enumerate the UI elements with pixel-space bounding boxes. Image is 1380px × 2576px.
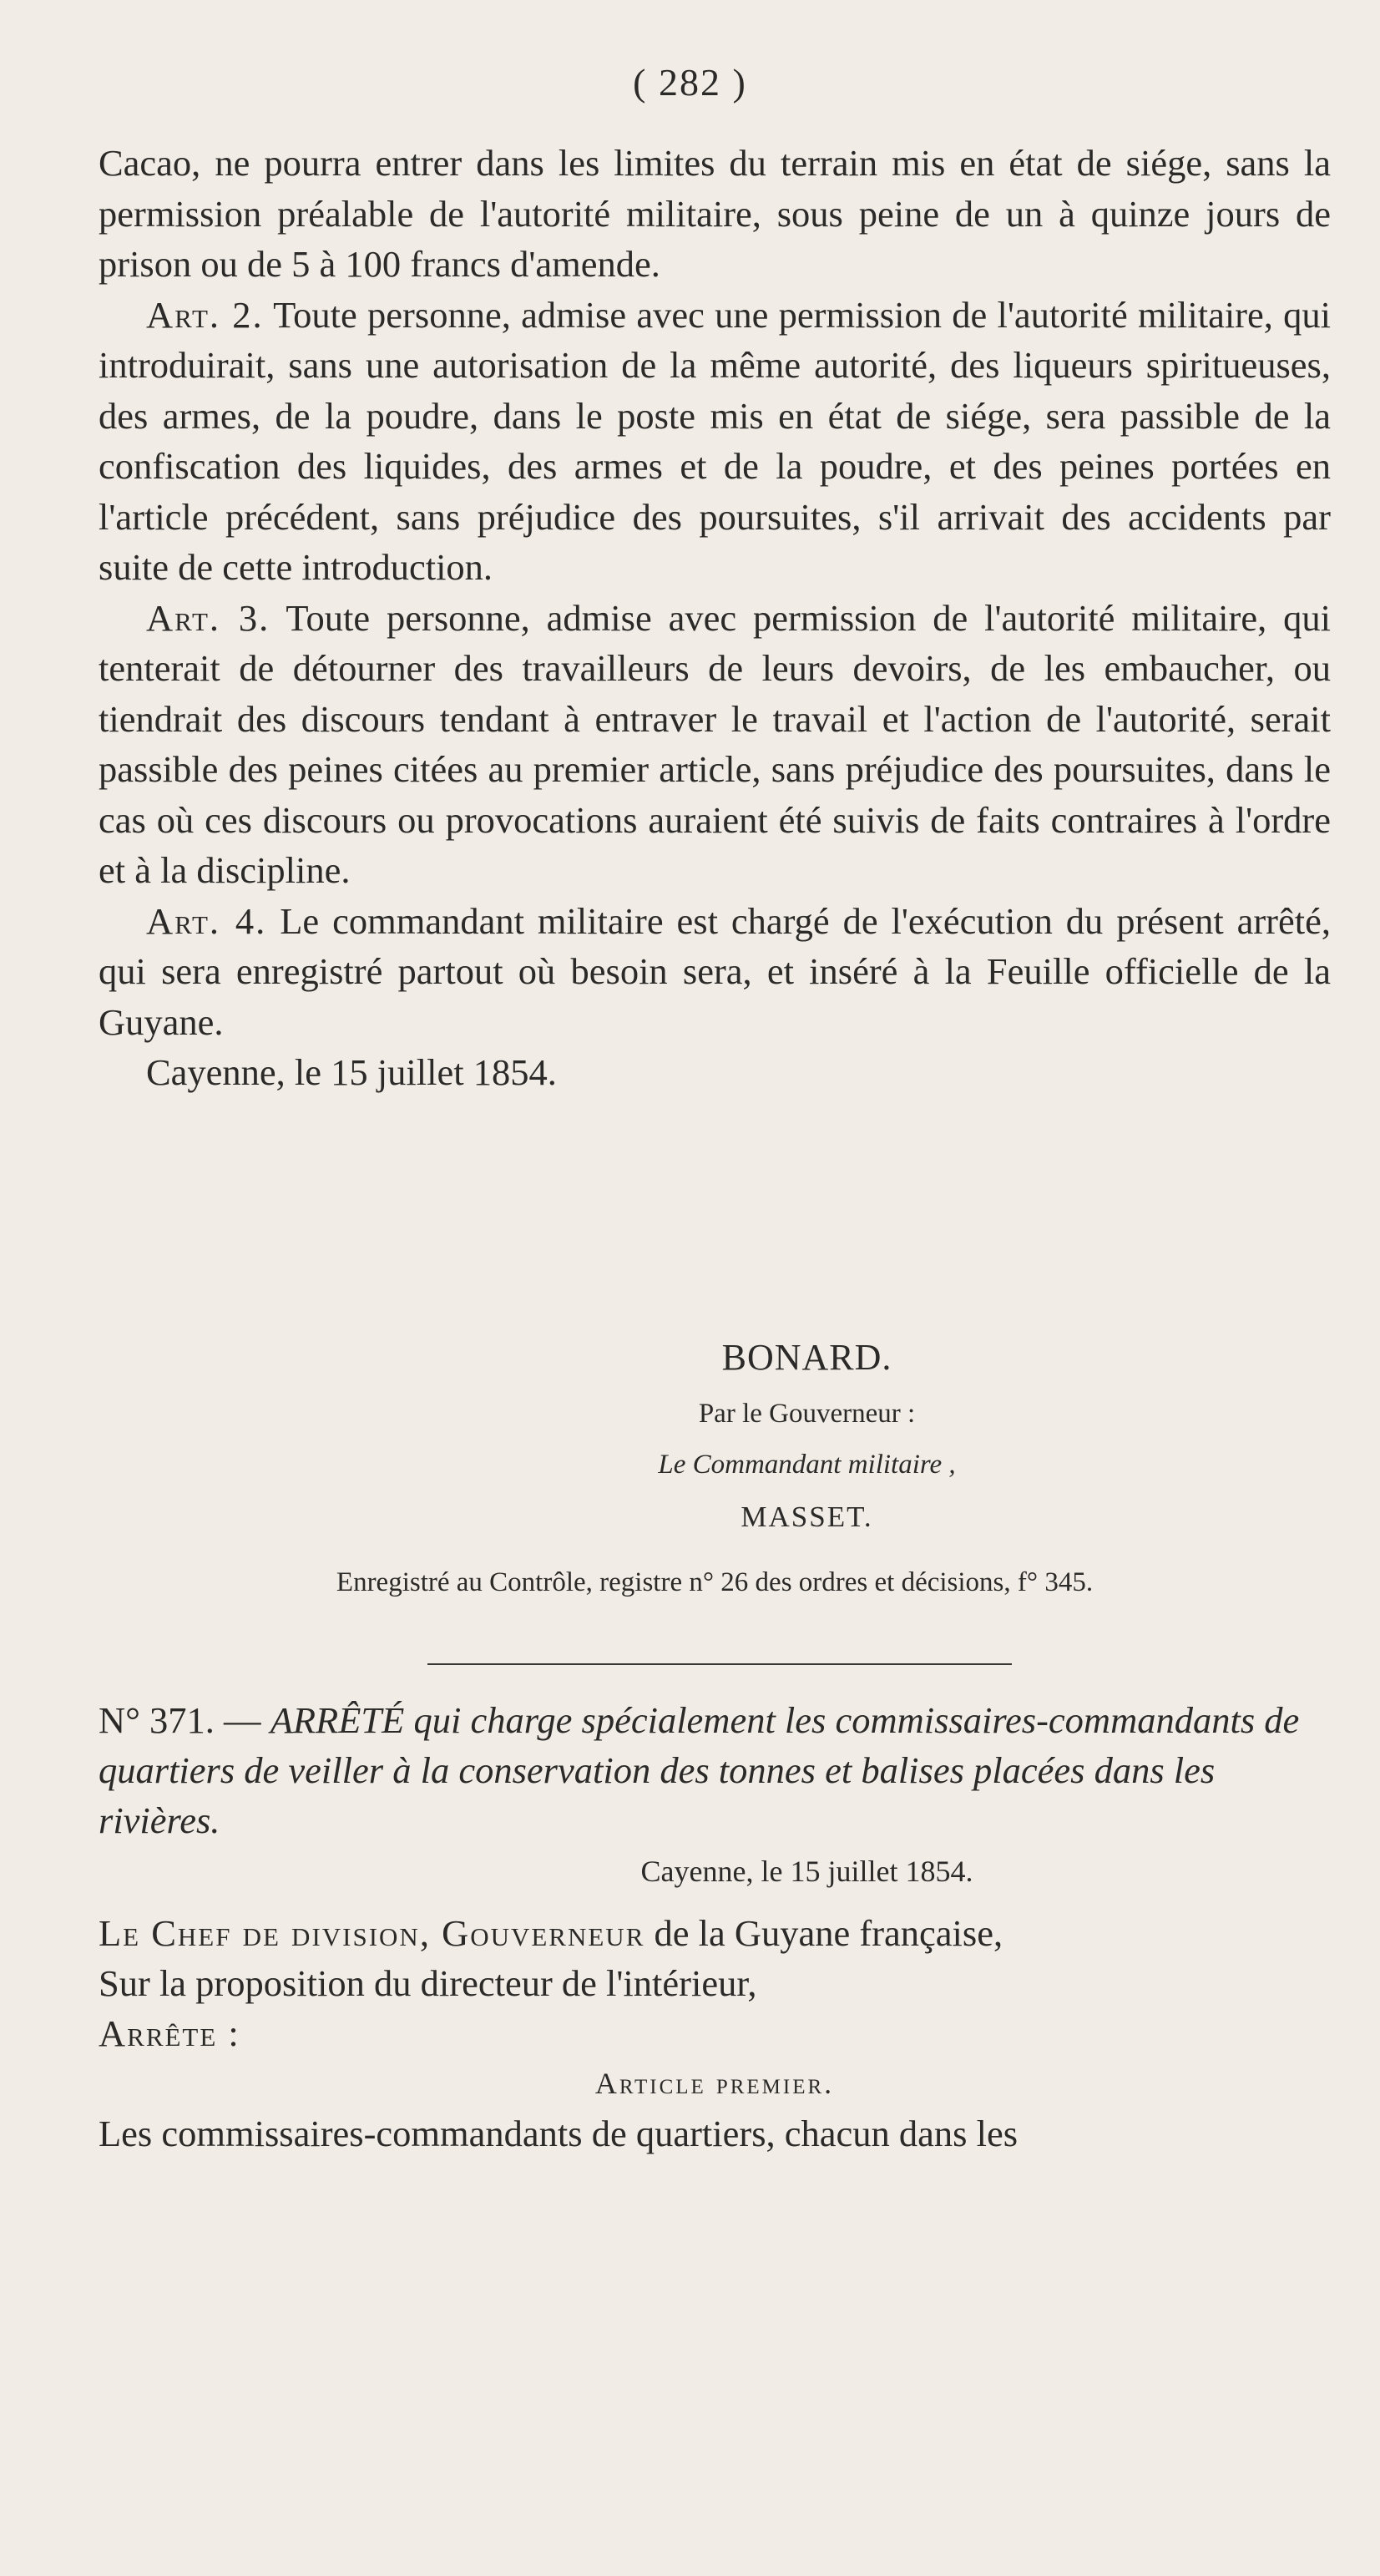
signature-name: BONARD. — [721, 1337, 892, 1378]
article-label: Art. 3. — [146, 596, 270, 639]
preamble-line-1 — [99, 1908, 1331, 1958]
article-heading: Article premier. — [594, 2067, 835, 2100]
paragraph-text: Cacao, ne pourra entrer dans les limites du terrain mis en état de siége, sans la permission préalable de l'autorité militaire, sous peine de un à quinze jours de prison ou de 5 à 100 francs d'amende. — [99, 142, 1331, 285]
preamble-line-2: Sur la proposition du directeur de l'intérieur, — [99, 1962, 757, 2004]
separator-rule — [427, 1663, 1012, 1665]
paragraph-text: Le commandant militaire est chargé de l'exécution du présent arrêté, qui sera enregistré partout où besoin sera, et inséré à la Feuille officielle de la Guyane. — [99, 899, 1331, 1043]
preamble-text: de la Guyane française, — [645, 1912, 1003, 1954]
article-text: Les commissaires-commandants de quartiers, chacun dans les — [99, 2113, 1019, 2154]
signature-role: Le Commandant militaire , — [658, 1450, 956, 1480]
signature-countersign: MASSET. — [741, 1501, 873, 1533]
decree-number: N° 371. — — [99, 1699, 270, 1741]
dateline — [99, 1047, 1331, 1098]
governor-title: Le Chef de division, Gouverneur — [99, 1912, 645, 1954]
paragraph-text: Toute personne, admise avec une permission de l'autorité militaire, qui introduirait, sans une autorisation de la même autorité, des liqueurs spiritueuses, des armes, de la poudre, dans le poste mis en état de siége, sera passible de la confiscation des liquides, des armes et de la poudre, et des peines portées en l'article précédent, sans préjudice des poursuites, s'il arrivait des accidents par suite de cette introduction. — [99, 293, 1331, 588]
signature-par: Par le Gouverneur : — [698, 1399, 916, 1429]
paragraph-text: Cayenne, le 15 juillet 1854. — [146, 1051, 557, 1093]
decree-heading — [99, 1695, 1331, 1845]
preamble-line-3: Arrête : — [99, 2012, 240, 2054]
decree-date: Cayenne, le 15 juillet 1854. — [640, 1855, 973, 1888]
article-label: Art. 4. — [146, 899, 267, 942]
paragraph-art2 — [99, 290, 1331, 593]
article-label: Art. 2. — [146, 293, 264, 336]
paragraph-art1-continuation — [99, 138, 1331, 290]
decree-title: ARRÊTÉ qui charge spécialement les commissaires-commandants de quartiers de veiller à la conservation des tonnes et balises placées dans les rivières. — [99, 1699, 1300, 1841]
paragraph-art4 — [99, 896, 1331, 1048]
paragraph-text: Toute personne, admise avec permission de l'autorité militaire, qui tenterait de détourner des travailleurs de leurs devoirs, de les embaucher, ou tiendrait des discours tendant à entraver le travail et l'action de l'autorité, serait passible des peines citées au premier article, sans préjudice des poursuites, dans le cas où ces discours ou provocations auraient été suivis de faits contraires à l'ordre et à la discipline. — [99, 596, 1331, 891]
decree-body-continuation — [99, 138, 1331, 1098]
decree-preamble — [99, 1908, 1331, 2158]
page-number: ( 282 ) — [633, 61, 747, 104]
paragraph-art3 — [99, 593, 1331, 896]
registration-note: Enregistré au Contrôle, registre n° 26 des ordres et décisions, f° 345. — [336, 1567, 1094, 1597]
